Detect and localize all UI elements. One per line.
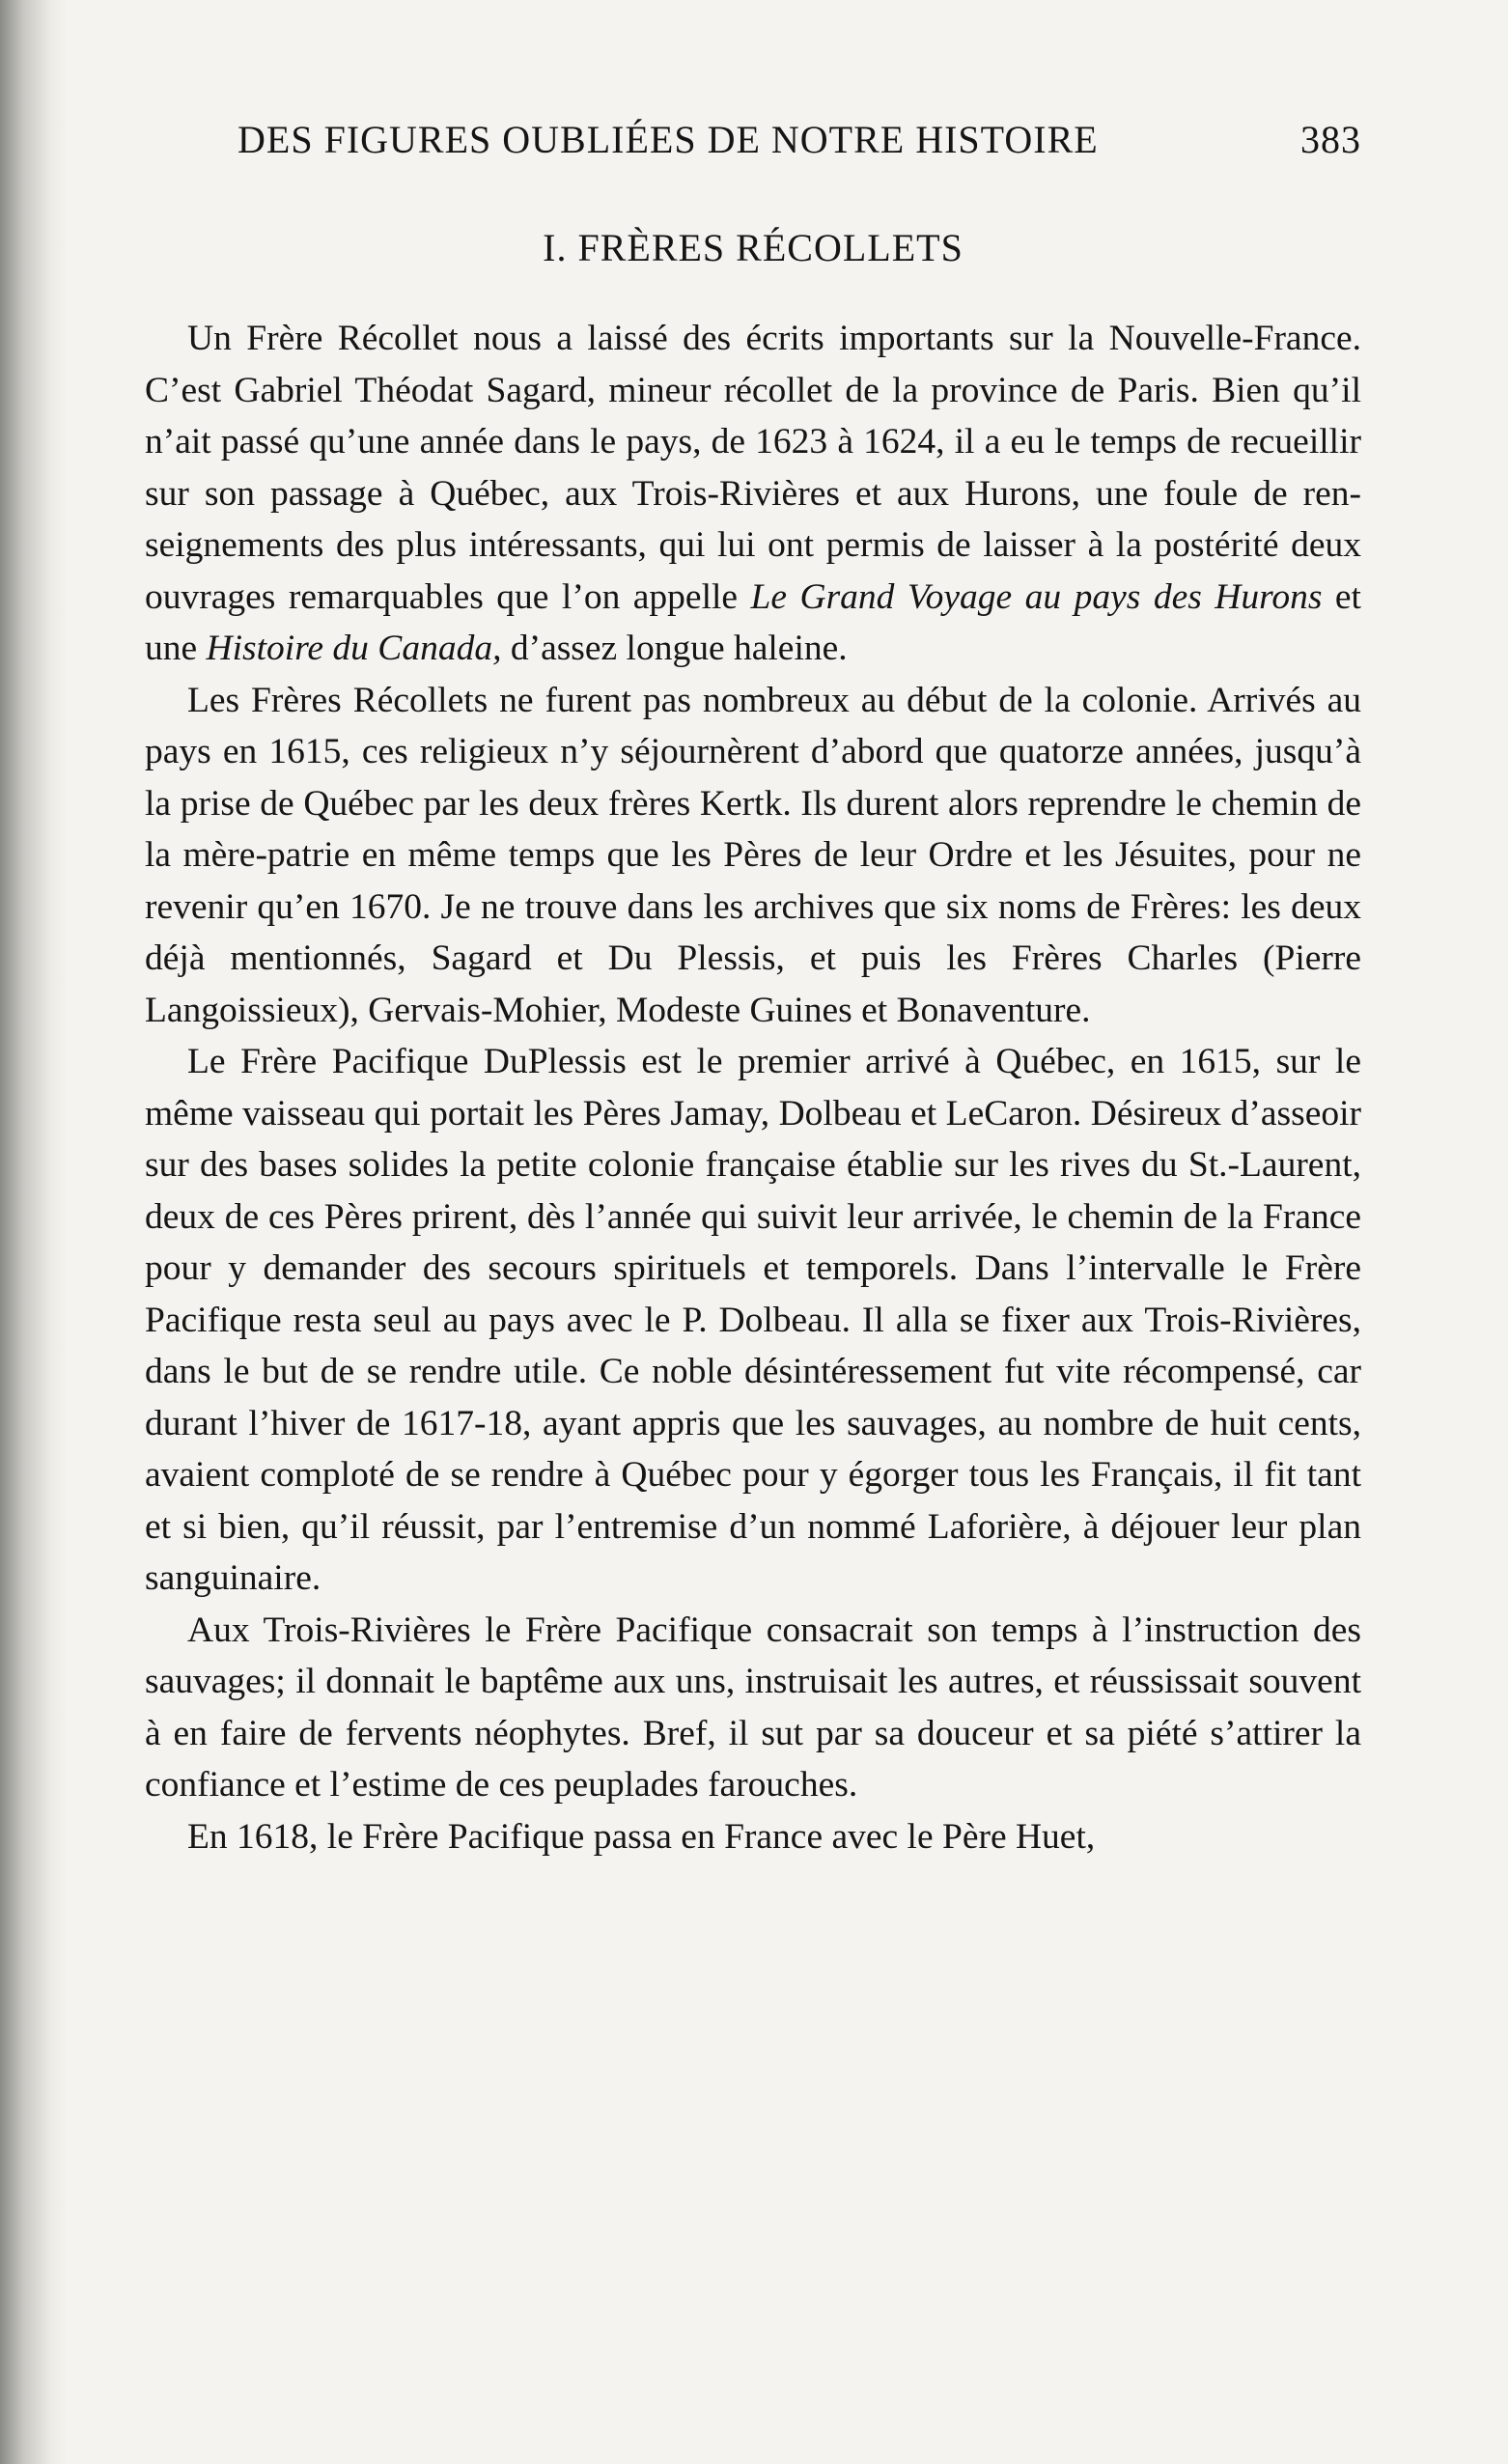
running-head (237, 116, 1361, 164)
page-number: 383 (1300, 118, 1361, 161)
running-head-title: DES FIGURES OUBLIÉES DE NOTRE HISTOIRE (237, 118, 1099, 161)
paragraph-5: En 1618, le Frère Pacifique passa en France avec le Père Huet, (187, 1816, 1096, 1857)
paragraph-1-text-after: d’assez longue haleine. (501, 629, 848, 668)
paragraph-1 (145, 313, 1361, 675)
paragraph-2: Les Frères Récollets ne furent pas nombreux au début de la colonie. Arrivés au pays en 1615, ces religieux n’y séjournèrent d’abord que quatorze années, jusqu’à la prise de Québec par les deux frères Kertk. Ils durent alors reprendre le chemin de la mère-patrie en même temps que les Pères de leur Ordre et les Jésuites, pour ne revenir qu’en 1670. Je ne trouve dans les archives que six noms de Frères: les deux déjà mentionnés, Sagard et Du Plessis, et puis les Frères Charles (Pierre Langoissieux), Gervais-Mohier, Modeste Guines et Bonaventure. (145, 680, 1361, 1030)
paragraph-1-text-before: Un Frère Récollet nous a laissé des écrits importants sur la Nouvelle-France. C’est Gabriel Théodat Sagard, mineur récollet de la province de Paris. Bien qu’il n’ait passé qu’une année dans le pays, de 1623 à 1624, il a eu le temps de recueillir sur son passage à Québec, aux Trois-Rivières et aux Hurons, une foule de renseignements des plus intéressants, qui lui ont permis de laisser à la postérité deux ouvrages remarquables que l’on appelle (145, 319, 1361, 617)
scan-shadow-edge (0, 0, 68, 2464)
paragraph-3: Le Frère Pacifique DuPlessis est le premier arrivé à Québec, en 1615, sur le même vaisseau qui portait les Pères Jamay, Dolbeau et LeCaron. Désireux d’asseoir sur des bases solides la petite colonie française établie sur les rives du St.-Laurent, deux de ces Pères prirent, dès l’année qui suivit leur arrivée, le chemin de la France pour y demander des secours spirituels et temporels. Dans l’intervalle le Frère Pacifique resta seul au pays avec le P. Dolbeau. Il alla se fixer aux Trois-Rivières, dans le but de se rendre utile. Ce noble désintéressement fut vite récompensé, car durant l’hiver de 1617-18, ayant appris que les sauvages, au nombre de huit cents, avaient comploté de se rendre à Québec pour y égorger tous les Français, il fit tant et si bien, qu’il réussit, par l’entremise d’un nommé Laforière, à déjouer leur plan sanguinaire. (145, 1042, 1361, 1598)
book-page (145, 116, 1361, 1862)
body-text (145, 313, 1361, 1862)
book-title-histoire-canada: Histoire du Canada, (206, 629, 502, 668)
paragraph-4: Aux Trois-Rivières le Frère Pacifique consacrait son temps à l’instruction des sauvages; il donnait le baptême aux uns, instruisait les autres, et réussissait souvent à en faire de fervents néophytes. Bref, il sut par sa douceur et sa piété s’attirer la confiance et l’estime de ces peuplades farouches. (145, 1610, 1361, 1805)
section-title: I. FRÈRES RÉCOLLETS (543, 226, 963, 269)
book-title-grand-voyage: Le Grand Voyage au pays des Hurons (750, 576, 1323, 617)
paragraph-1-text-middle: et une (145, 576, 1361, 668)
